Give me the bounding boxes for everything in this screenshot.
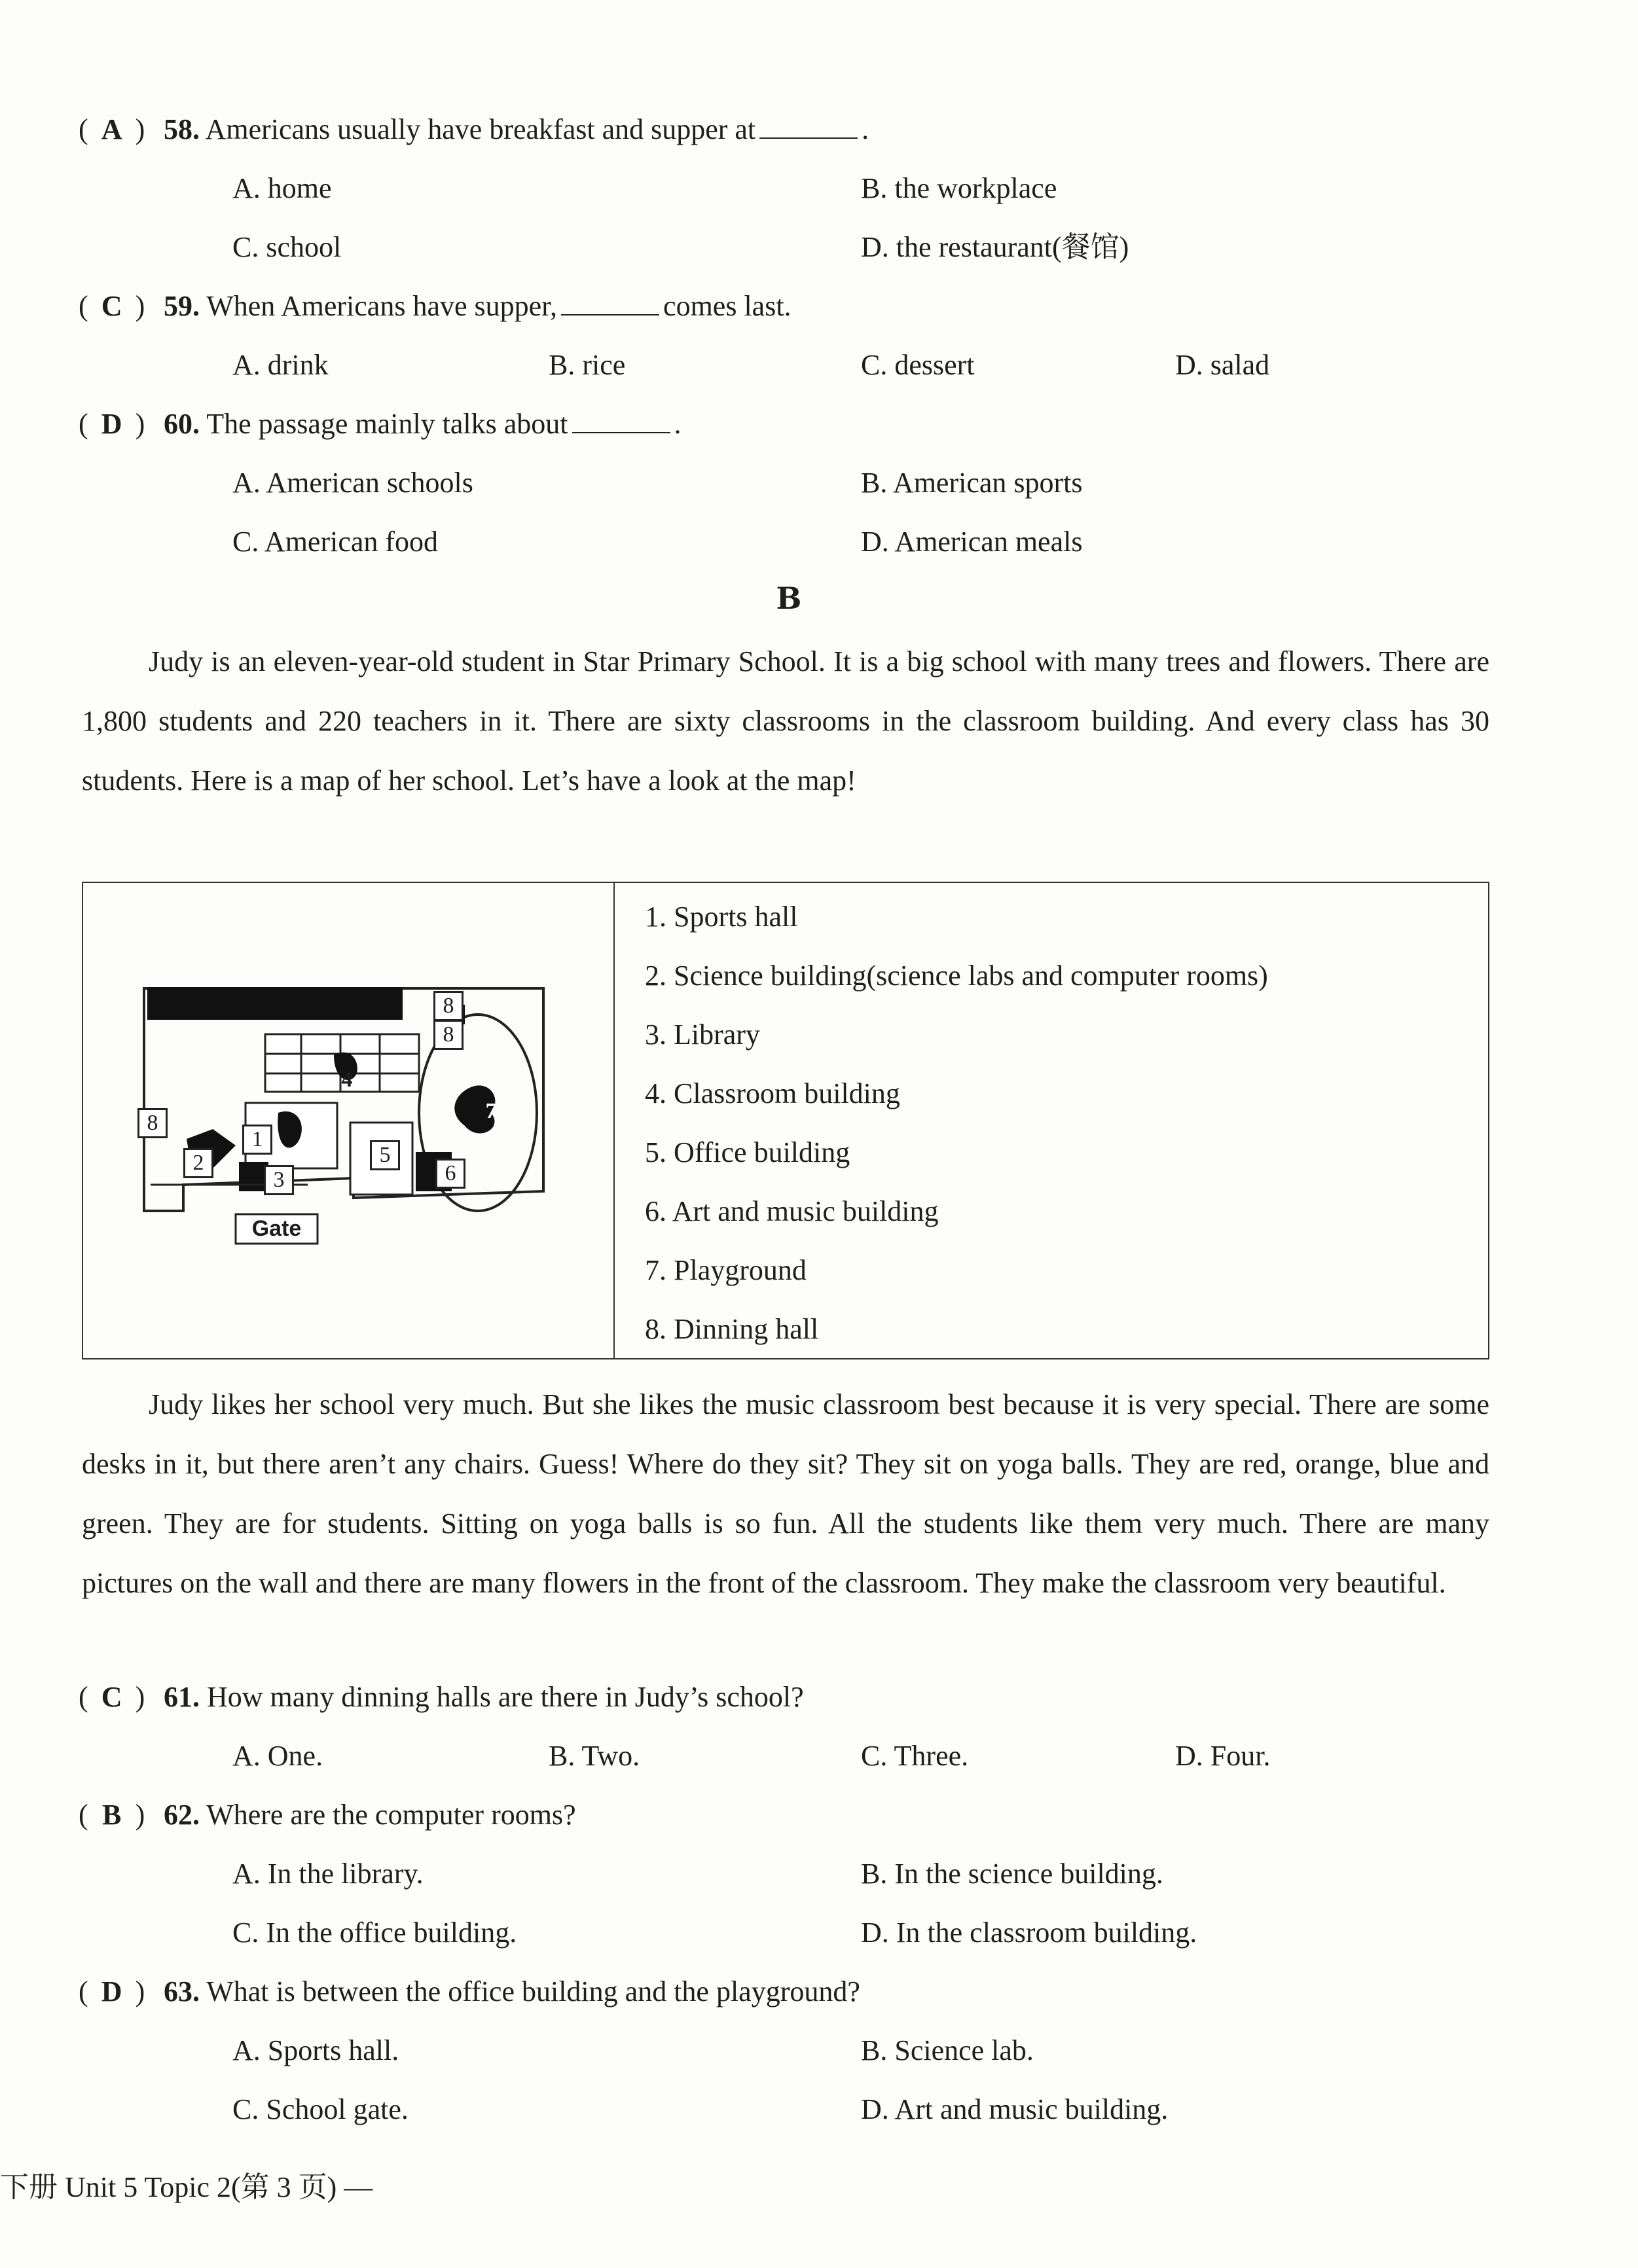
option: A. Sports hall.: [232, 2034, 399, 2066]
answer: C: [101, 290, 122, 322]
map-label-3: 3: [264, 1165, 294, 1195]
option: B. the workplace: [861, 172, 1057, 204]
question-stem: How many dinning halls are there in Judy’s school?: [207, 1681, 804, 1713]
stem-end: .: [862, 113, 869, 145]
legend-item: 2. Science building(science labs and computer rooms): [645, 960, 1268, 992]
intro-paragraph: Judy is an eleven-year-old student in Star Primary School. It is a big school with many trees and flowers. There are 1,800 students and 220 teachers in it. There are sixty classrooms in the classroom building. And every class has 30 students. Here is a map of her school. Let’s have a look at the map!: [82, 645, 1489, 797]
map-label-8-top: 8: [433, 991, 464, 1021]
question-stem: When Americans have supper,: [206, 290, 558, 322]
option: B. In the science building.: [861, 1858, 1163, 1890]
option: B. Two.: [549, 1740, 640, 1772]
map-label-2: 2: [183, 1148, 213, 1178]
question-58: [79, 111, 869, 148]
answer: B: [101, 1799, 122, 1831]
legend-item: 6. Art and music building: [645, 1195, 939, 1227]
option: D. salad: [1175, 349, 1270, 381]
question-number: 60.: [164, 408, 200, 440]
option: C. school: [232, 231, 342, 263]
paren-close: ): [135, 1799, 145, 1831]
map-label-5: 5: [370, 1140, 400, 1170]
legend-item: 5. Office building: [645, 1136, 850, 1168]
answer-blank: [561, 289, 659, 315]
answer-blank: [572, 407, 670, 433]
section-heading: B: [776, 581, 802, 616]
map-label-7: 7: [485, 1099, 497, 1123]
paren-close: ): [135, 113, 145, 145]
paren-close: ): [135, 408, 145, 440]
passage-paragraph: Judy likes her school very much. But she likes the music classroom best because it is very special. There are some desks in it, but there aren’t any chairs. Guess! Where do they sit? They sit on yoga balls. They are red, orange, blue and green. They are for students. Sitting on yoga balls is so fun. All the students like them very much. There are many pictures on the wall and there are many flowers in the front of the classroom. They make the classroom very beautiful.: [82, 1388, 1489, 1599]
question-63: [79, 1973, 860, 2010]
paren-open: (: [79, 1975, 88, 2007]
legend-item: 1. Sports hall: [645, 901, 798, 933]
map-label-1: 1: [242, 1125, 272, 1155]
option: D. Art and music building.: [861, 2093, 1169, 2125]
question-number: 58.: [164, 113, 200, 145]
question-number: 63.: [164, 1975, 200, 2007]
option: C. dessert: [861, 349, 975, 381]
paren-open: (: [79, 1681, 88, 1713]
option: B. Science lab.: [861, 2034, 1034, 2066]
question-number: 59.: [164, 290, 200, 322]
question-stem: Americans usually have breakfast and supper at: [205, 113, 756, 145]
legend-item: 3. Library: [645, 1018, 760, 1051]
option: D. American meals: [861, 526, 1083, 558]
option: B. rice: [549, 349, 626, 381]
legend-item: 8. Dinning hall: [645, 1313, 819, 1345]
map-label-4: 4: [341, 1068, 353, 1092]
option: C. American food: [232, 526, 439, 558]
question-59: [79, 288, 792, 325]
paren-open: (: [79, 408, 88, 440]
school-map: [137, 982, 570, 1257]
page-footer: 下册 Unit 5 Topic 2(第 3 页) —: [0, 2171, 373, 2203]
answer: D: [101, 408, 122, 440]
question-61: [79, 1679, 804, 1716]
school-map-drawing: [137, 982, 570, 1257]
option: C. Three.: [861, 1740, 969, 1772]
paren-open: (: [79, 113, 88, 145]
question-number: 62.: [164, 1799, 200, 1831]
answer: A: [101, 113, 122, 145]
question-62: [79, 1797, 576, 1833]
question-stem: The passage mainly talks about: [206, 408, 568, 440]
option: C. School gate.: [232, 2093, 409, 2125]
legend-item: 7. Playground: [645, 1254, 807, 1286]
paren-close: ): [135, 290, 145, 322]
paren-close: ): [135, 1975, 145, 2007]
map-label-6: 6: [435, 1159, 465, 1189]
gate-label: Gate: [251, 1216, 302, 1241]
option: D. the restaurant(餐馆): [861, 231, 1129, 263]
dining-block-bar: [147, 987, 403, 1020]
option: D. In the classroom building.: [861, 1917, 1197, 1949]
stem-end: comes last.: [663, 290, 792, 322]
map-label-8-left: 8: [137, 1108, 168, 1138]
option: A. One.: [232, 1740, 323, 1772]
legend-item: 4. Classroom building: [645, 1077, 900, 1109]
paren-open: (: [79, 290, 88, 322]
option: D. Four.: [1175, 1740, 1271, 1772]
paren-open: (: [79, 1799, 88, 1831]
option: A. home: [232, 172, 332, 204]
question-stem: Where are the computer rooms?: [206, 1799, 576, 1831]
question-60: [79, 406, 682, 442]
paren-close: ): [135, 1681, 145, 1713]
table-divider: [613, 883, 615, 1358]
question-number: 61.: [164, 1681, 200, 1713]
option: A. In the library.: [232, 1858, 424, 1890]
answer: D: [101, 1975, 122, 2007]
option: A. drink: [232, 349, 329, 381]
option: C. In the office building.: [232, 1917, 517, 1949]
stem-end: .: [674, 408, 682, 440]
answer: C: [101, 1681, 122, 1713]
answer-blank: [759, 113, 858, 139]
question-stem: What is between the office building and the playground?: [206, 1975, 860, 2007]
map-label-8-middle: 8: [433, 1020, 464, 1050]
option: B. American sports: [861, 467, 1083, 499]
option: A. American schools: [232, 467, 473, 499]
